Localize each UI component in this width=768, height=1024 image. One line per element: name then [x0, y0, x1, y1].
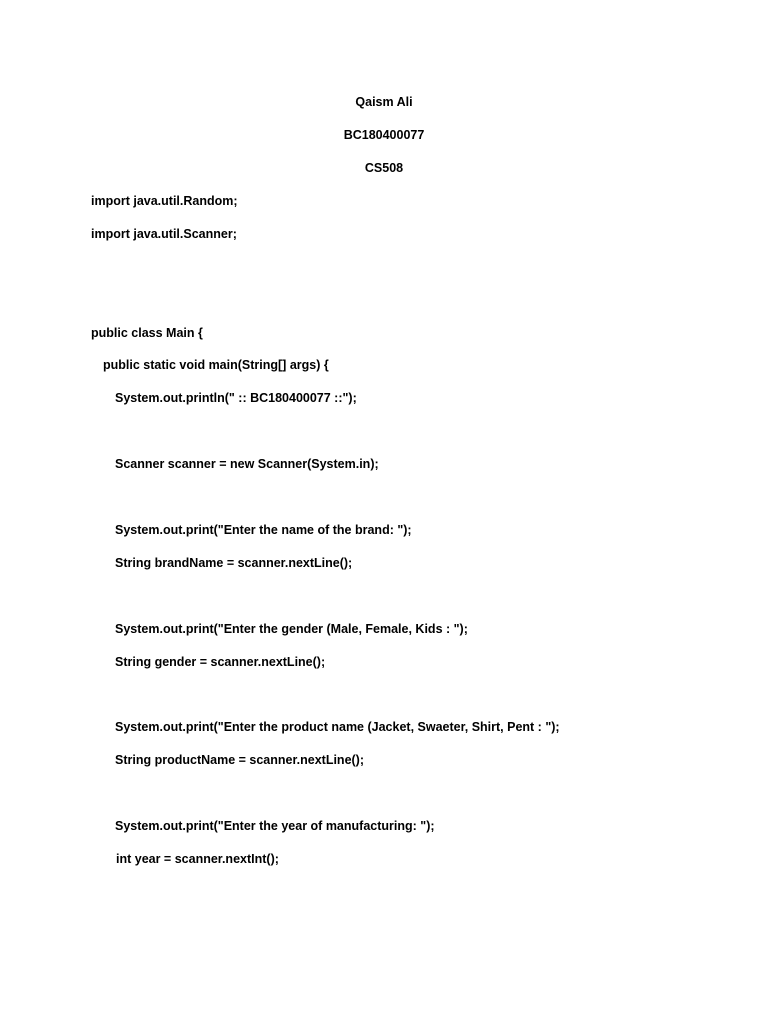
code-read-year: int year = scanner.nextInt(); — [116, 852, 279, 866]
code-read-gender: String gender = scanner.nextLine(); — [115, 655, 326, 669]
author-name: Qaism Ali — [355, 95, 413, 109]
code-println-id: System.out.println(" :: BC180400077 ::"); — [115, 391, 357, 405]
code-prompt-gender: System.out.print("Enter the gender (Male, Female, Kids : "); — [115, 622, 468, 636]
code-main-method-declaration: public static void main(String[] args) { — [103, 358, 329, 372]
code-prompt-product: System.out.print("Enter the product name (Jacket, Swaeter, Shirt, Pent : "); — [115, 720, 560, 734]
code-prompt-brand: System.out.print("Enter the name of the brand: "); — [115, 523, 412, 537]
code-scanner-init: Scanner scanner = new Scanner(System.in); — [115, 457, 379, 471]
student-id: BC180400077 — [343, 128, 425, 142]
code-import-scanner: import java.util.Scanner; — [91, 227, 237, 241]
code-prompt-year: System.out.print("Enter the year of manufacturing: "); — [115, 819, 435, 833]
course-code: CS508 — [364, 161, 404, 175]
code-class-declaration: public class Main { — [91, 326, 203, 340]
code-read-brand: String brandName = scanner.nextLine(); — [115, 556, 353, 570]
code-read-product: String productName = scanner.nextLine(); — [115, 753, 365, 767]
code-import-random: import java.util.Random; — [91, 194, 238, 208]
